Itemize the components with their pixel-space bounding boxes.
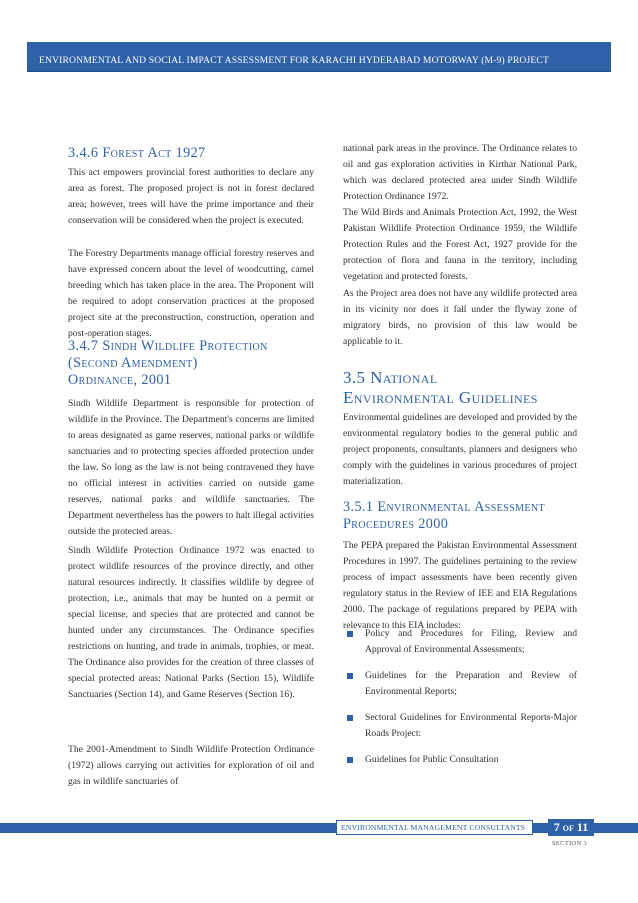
document-header-title: ENVIRONMENTAL AND SOCIAL IMPACT ASSESSMENT FOR KARACHI HYDERABAD MOTORWAY (M-9) PROJECT: [39, 55, 549, 66]
list-item: Guidelines for the Preparation and Review of Environmental Reports;: [343, 668, 577, 700]
list-item: Policy and Procedures for Filing, Review and Approval of Environmental Assessments;: [343, 626, 577, 658]
square-bullet-icon: [347, 757, 353, 763]
section-3-5-heading-line-2: Environmental Guidelines: [343, 388, 538, 407]
page-number-box: [548, 819, 594, 836]
eia-regulations-list: [343, 626, 577, 768]
list-item: Sectoral Guidelines for Environmental Reports-Major Roads Project:: [343, 710, 577, 742]
document-header-bar: [27, 42, 611, 72]
square-bullet-icon: [347, 715, 353, 721]
square-bullet-icon: [347, 673, 353, 679]
wildlife-continued-paragraph-1: national park areas in the province. The Ordinance relates to oil and gas exploration activities in Kirthar National Park, which was declared protected area under Sindh Wildlife Protection Ordinance 1972.: [343, 143, 577, 202]
footer-consultant-box: [336, 820, 533, 835]
footer-consultant-label: ENVIRONMENTAL MANAGEMENT CONSULTANTS: [341, 823, 526, 832]
wildlife-continued-paragraph-3: As the Project area does not have any wildlife protected area in its vicinity nor does it fall under the flyway zone of migratory birds, no provision of this law would be applicable to it.: [343, 288, 577, 347]
section-3-4-6-heading: 3.4.6 Forest Act 1927: [68, 145, 206, 161]
section-3-4-7-heading-line-3: Ordinance, 2001: [68, 372, 172, 388]
section-3-4-7-paragraph-3: The 2001-Amendment to Sindh Wildlife Protection Ordinance (1972) allows carrying out activities for exploration of oil and gas in wildlife sanctuaries of: [68, 744, 314, 787]
section-3-4-7-heading-line-1: 3.4.7 Sindh Wildlife Protection: [68, 338, 268, 354]
section-label: SECTION 3: [552, 840, 588, 847]
section-3-4-6-paragraph-2: The Forestry Departments manage official forestry reserves and have expressed concern about the level of woodcutting, camel breeding which has taken place in the area. The Proponent will be required to adopt conservation practices at the proposed project site at the preconstruction, construction, operation and post-operation stages.: [68, 248, 314, 339]
section-3-5-heading-line-1: 3.5 National: [343, 368, 438, 387]
wildlife-continued-paragraph-2: The Wild Birds and Animals Protection Act, 1992, the West Pakistan Wildlife Protection Ordinance 1959, the Wildlife Protection Rules and the Forest Act, 1927 provide for the protection of flora and fauna in the territory, including vegetation and protected forests.: [343, 207, 577, 282]
section-3-5-paragraph: Environmental guidelines are developed and provided by the environmental regulatory bodies to the general public and project proponents, consultants, planners and designers who comply with the guidelines in various procedures of project materialization.: [343, 412, 577, 487]
section-3-5-1-heading-line-1: 3.5.1 Environmental Assessment: [343, 499, 546, 515]
section-3-4-7-heading-line-2: (Second Amendment): [68, 355, 198, 371]
section-3-4-7-paragraph-2: Sindh Wildlife Protection Ordinance 1972 was enacted to protect wildlife resources of the province directly, and other natural resources indirectly. It classifies wildlife by degree of protection, i.e., animals that may be hunted on a permit or special license, and species that are protected and cannot be hunted under any circumstances. The Ordinance specifies restrictions on hunting, and trade in animals, trophies, or meat. The Ordinance also provides for the creation of three classes of special protected areas: National Parks (Section 15), Wildlife Sanctuaries (Section 14), and Game Reserves (Section 16).: [68, 545, 314, 700]
section-3-4-7-paragraph-1: Sindh Wildlife Department is responsible for protection of wildlife in the Province. The Department's concerns are limited to areas designated as game reserves, national parks or wildlife sanctuaries and to protecting species afforded protection under the law. So long as the law is not being contravened they have no official interest in activities carried on outside game reserves, national parks and wildlife sanctuaries. The Department nevertheless has the powers to halt illegal activities outside the protected areas.: [68, 398, 314, 537]
square-bullet-icon: [347, 631, 353, 637]
list-item: Guidelines for Public Consultation: [343, 752, 577, 768]
page-number: 7 of 11: [553, 820, 589, 834]
section-3-4-6-paragraph-1: This act empowers provincial forest authorities to declare any area as forest. The proposed project is not in forest declared area; however, trees will have the prime importance and their conservation will be considered when the project is executed.: [68, 167, 314, 226]
footer-rule: [0, 823, 638, 833]
section-3-5-1-paragraph: The PEPA prepared the Pakistan Environmental Assessment Procedures in 1997. The guidelines pertaining to the review process of impact assessments have been recently given regulatory status in the Review of IEE and EIA Regulations 2000. The package of regulations prepared by PEPA with relevance to this EIA includes:: [343, 540, 577, 631]
section-3-5-1-heading-line-2: Procedures 2000: [343, 516, 449, 532]
